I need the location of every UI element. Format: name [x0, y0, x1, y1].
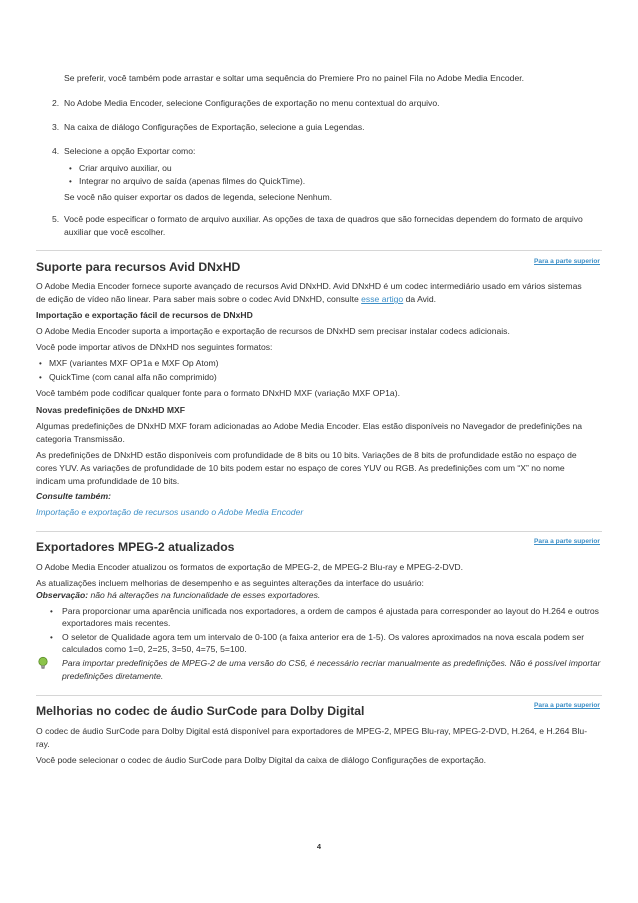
lightbulb-icon: [36, 656, 50, 670]
list-item-continued: exportadores mais recentes.: [62, 618, 171, 628]
subheading: Novas predefinições de DNxHD MXF: [36, 405, 185, 415]
bullet-marker: •: [39, 359, 42, 368]
see-also-link[interactable]: Importação e exportação de recursos usando o Adobe Media Encoder: [36, 507, 304, 517]
list-item: MXF (variantes MXF OP1a e MXF Op Atom): [49, 358, 219, 368]
list-item: Para proporcionar uma aparência unificada nos exportadores, a ordem de campos é ajustada para corresponder ao layout do H.264 e outros: [62, 606, 599, 616]
note-line: [36, 589, 320, 602]
tip-text: Para importar predefinições de MPEG-2 de uma versão do CS6, é necessário recriar manualmente as predefinições. Não é possível importar: [62, 658, 601, 668]
section-heading: Melhorias no codec de áudio SurCode para Dolby Digital: [36, 704, 365, 718]
list-item-continued: calculados como 1=0, 2=25, 3=50, 4=75, 5=100.: [62, 644, 247, 654]
bullet-marker: •: [50, 607, 53, 616]
step-note-text: Se você não quiser exportar os dados de legenda, selecione Nenhum.: [64, 192, 333, 202]
see-also-label: Consulte também:: [36, 491, 111, 501]
step-number: 3.: [52, 122, 60, 132]
step-number: 2.: [52, 98, 60, 108]
paragraph-line: ray.: [36, 739, 50, 749]
section-divider: [36, 531, 602, 532]
paragraph: Algumas predefinições de DNxHD MXF foram adicionadas ao Adobe Media Encoder. Elas estão disponíveis no Navegador de predefinições na: [36, 421, 583, 431]
bullet-marker: •: [39, 373, 42, 382]
back-to-top-link[interactable]: Para a parte superior: [534, 538, 600, 545]
paragraph: As predefinições de DNxHD estão disponíveis com profundidade de 8 bits ou 10 bits. Variações de 8 bits de profundidade estão no espaço de: [36, 450, 577, 460]
section-heading: Suporte para recursos Avid DNxHD: [36, 260, 241, 274]
paragraph: O Adobe Media Encoder suporta a importação e exportação de recursos de DNxHD sem precisar instalar codecs adicionais.: [36, 326, 510, 336]
avid-article-link[interactable]: esse artigo: [361, 294, 404, 304]
paragraph-text: da Avid.: [403, 294, 437, 304]
paragraph: As atualizações incluem melhorias de desempenho e as seguintes alterações da interface do usuário:: [36, 578, 424, 588]
back-to-top-link[interactable]: Para a parte superior: [534, 258, 600, 265]
paragraph-line: indicam uma profundidade de 10 bits.: [36, 476, 180, 486]
bullet-marker: •: [69, 177, 72, 186]
paragraph: Você também pode codificar qualquer fonte para o formato DNxHD MXF (variação MXF OP1a).: [36, 388, 400, 398]
note-text: não há alterações na funcionalidade de esses exportadores.: [88, 590, 321, 600]
section-heading: Exportadores MPEG-2 atualizados: [36, 540, 235, 554]
paragraph: O Adobe Media Encoder fornece suporte avançado de recursos Avid DNxHD. Avid DNxHD é um codec intermediário usado em vários sistemas: [36, 281, 582, 291]
paragraph-line: [36, 293, 436, 306]
paragraph-text: de edição de vídeo não linear. Para saber mais sobre o codec Avid DNxHD, consulte: [36, 294, 362, 304]
step-text: No Adobe Media Encoder, selecione Configurações de exportação no menu contextual do arquivo.: [64, 98, 440, 108]
paragraph: O Adobe Media Encoder atualizou os formatos de exportação de MPEG-2, de MPEG-2 Blu-ray e MPEG-2-DVD.: [36, 562, 464, 572]
bullet-marker: •: [50, 633, 53, 642]
page-number: 4: [316, 842, 322, 851]
section-divider: [36, 695, 602, 696]
step-number: 4.: [52, 146, 60, 156]
list-item: O seletor de Qualidade agora tem um intervalo de 0-100 (a faixa anterior era de 1-5). Os valores aproximados na nova escala podem ser: [62, 632, 585, 642]
list-item: Criar arquivo auxiliar, ou: [79, 163, 172, 173]
step-text: Selecione a opção Exportar como:: [64, 146, 196, 156]
note-label: Observação:: [36, 590, 89, 600]
step-number: 5.: [52, 214, 60, 224]
section-divider: [36, 250, 602, 251]
list-item: Integrar no arquivo de saída (apenas filmes do QuickTime).: [79, 176, 306, 186]
subheading: Importação e exportação fácil de recursos de DNxHD: [36, 310, 253, 320]
list-intro-text: Se preferir, você também pode arrastar e soltar uma sequência do Premiere Pro no painel Fila no Adobe Media Encoder.: [64, 73, 525, 83]
step-text: Você pode especificar o formato de arquivo auxiliar. As opções de taxa de quadros que são fornecidas dependem do formato de arquivo: [64, 214, 583, 224]
paragraph-line: categoria Transmissão.: [36, 434, 125, 444]
bullet-marker: •: [69, 164, 72, 173]
back-to-top-link[interactable]: Para a parte superior: [534, 702, 600, 709]
step-text: Na caixa de diálogo Configurações de Exportação, selecione a guia Legendas.: [64, 122, 365, 132]
paragraph: O codec de áudio SurCode para Dolby Digital está disponível para exportadores de MPEG-2, MPEG Blu-ray, MPEG-2-DVD, H.264, e H.264 Blu-: [36, 726, 588, 736]
paragraph: Você pode importar ativos de DNxHD nos seguintes formatos:: [36, 342, 273, 352]
paragraph-line: cores YUV. As variações de profundidade de 10 bits podem estar no espaço de cores YUV ou RGB. As predefinições com um “X” no nome: [36, 463, 565, 473]
tip-text-continued: predefinições diretamente.: [62, 671, 164, 681]
list-item: QuickTime (com canal alfa não comprimido): [49, 372, 217, 382]
paragraph: Você pode selecionar o codec de áudio SurCode para Dolby Digital da caixa de diálogo Configurações de exportação.: [36, 755, 487, 765]
step-text-continued: auxiliar que você escolher.: [64, 227, 166, 237]
